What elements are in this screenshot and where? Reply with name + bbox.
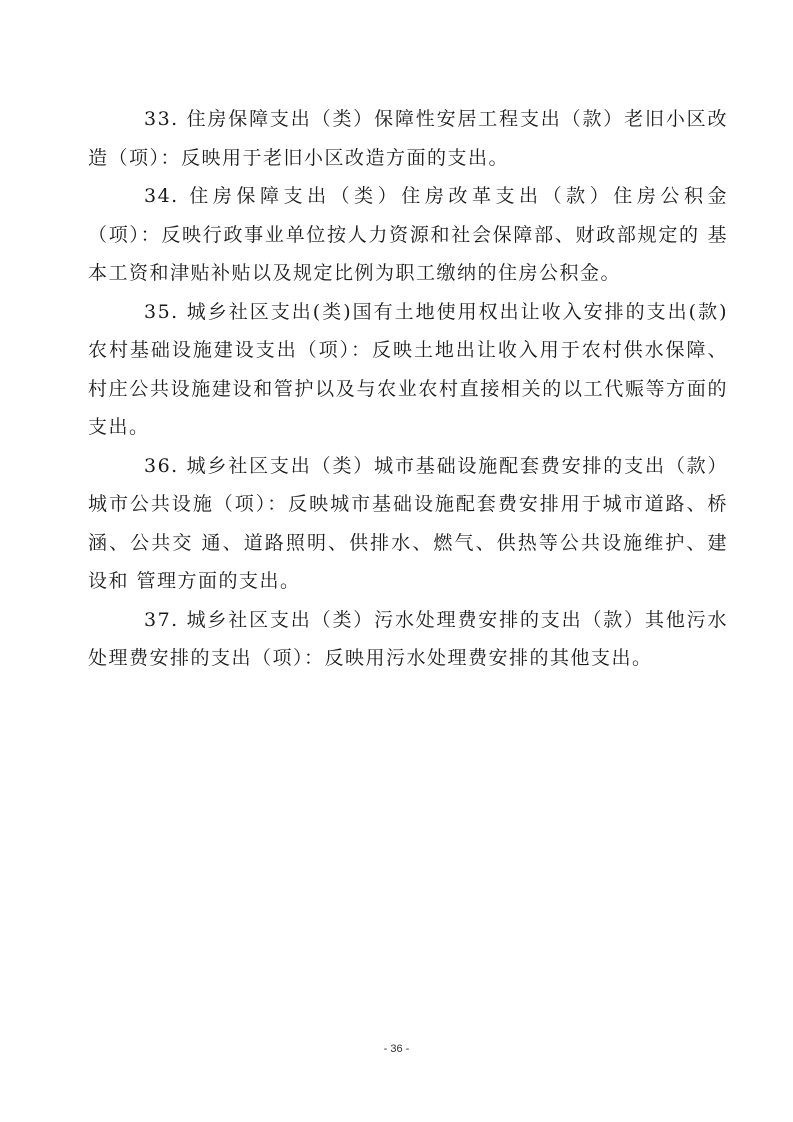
- paragraph-34: 34. 住房保障支出（类）住房改革支出（款）住房公积金（项）：反映行政事业单位按人力资源和社会保障部、财政部规定的 基本工资和津贴补贴以及规定比例为职工缴纳的住房公积金。: [88, 185, 728, 284]
- paragraph-33: 33. 住房保障支出（类）保障性安居工程支出（款）老旧小区改造（项）：反映用于老旧小区改造方面的支出。: [88, 108, 728, 169]
- paragraph-36: 36. 城乡社区支出（类）城市基础设施配套费安排的支出（款）城市公共设施（项）：反映城市基础设施配套费安排用于城市道路、桥涵、公共交 通、道路照明、供排水、燃气、供热等公共设施维护、建设和 管理方面的支出。: [88, 454, 728, 592]
- paragraph-37: 37. 城乡社区支出（类）污水处理费安排的支出（款）其他污水处理费安排的支出（项）：反映用污水处理费安排的其他支出。: [88, 608, 728, 669]
- paragraph-35: 35. 城乡社区支出(类)国有土地使用权出让收入安排的支出(款)农村基础设施建设支出（项）：反映土地出让收入用于农村供水保障、村庄公共设施建设和管护以及与农业农村直接相关的以工代赈等方面的支出。: [88, 300, 728, 438]
- document-body: [88, 100, 728, 678]
- page-number: - 36 -: [383, 1043, 410, 1055]
